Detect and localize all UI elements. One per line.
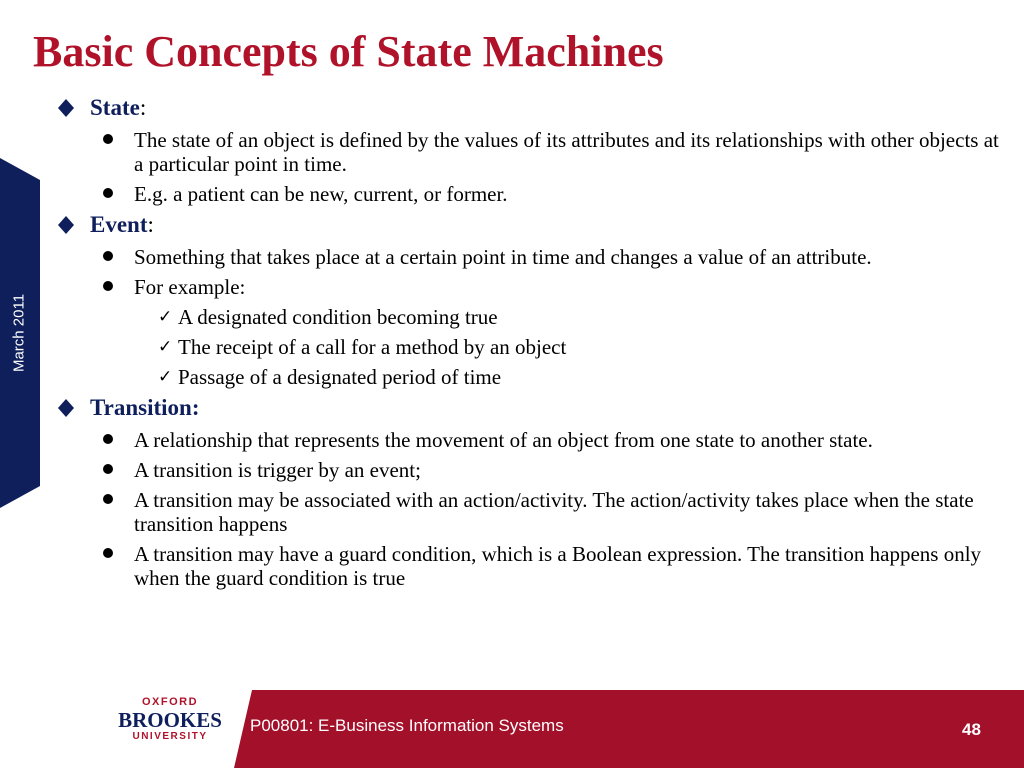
list-item bbox=[56, 275, 1006, 299]
checkmark-icon: ✓ bbox=[158, 337, 173, 357]
round-bullet-icon bbox=[103, 251, 113, 261]
side-date-label: March 2011 bbox=[10, 293, 28, 373]
round-bullet-icon bbox=[103, 494, 113, 504]
section-suffix: : bbox=[139, 95, 147, 120]
list-item bbox=[56, 542, 1006, 590]
list-item-text: A transition may be associated with an action/activity. The action/activity takes place when the state transition happens bbox=[134, 488, 974, 536]
page-number: 48 bbox=[962, 720, 981, 739]
list-item-text: E.g. a patient can be new, current, or former. bbox=[134, 182, 508, 206]
section-state bbox=[56, 94, 1006, 122]
list-item bbox=[56, 128, 1006, 176]
diamond-bullet-icon bbox=[57, 398, 75, 418]
checkmark-icon: ✓ bbox=[158, 307, 173, 327]
oxford-brookes-logo bbox=[114, 696, 226, 750]
logo-university: UNIVERSITY bbox=[132, 731, 208, 742]
list-item bbox=[56, 458, 1006, 482]
check-item-text: Passage of a designated period of time bbox=[178, 365, 502, 389]
list-item bbox=[56, 182, 1006, 206]
list-item-text: For example: bbox=[134, 275, 246, 299]
section-term: Event bbox=[90, 212, 148, 237]
round-bullet-icon bbox=[103, 464, 113, 474]
section-event bbox=[56, 211, 1006, 239]
list-item-text: The state of an object is defined by the values of its attributes and its relationships with other objects at a particular point in time. bbox=[134, 128, 999, 176]
list-item-text: A transition may have a guard condition, which is a Boolean expression. The transition happens only when the guard condition is true bbox=[134, 542, 982, 590]
course-title: P00801: E-Business Information Systems bbox=[250, 716, 564, 735]
check-item-text: The receipt of a call for a method by an object bbox=[178, 335, 567, 359]
section-suffix: : bbox=[147, 212, 154, 237]
slide-title: Basic Concepts of State Machines bbox=[33, 27, 664, 76]
round-bullet-icon bbox=[103, 548, 113, 558]
slide-content bbox=[56, 94, 1006, 590]
round-bullet-icon bbox=[103, 134, 113, 144]
logo-oxford: OXFORD bbox=[141, 696, 199, 708]
list-item bbox=[56, 488, 1006, 536]
logo-brookes: BROOKES bbox=[118, 708, 222, 732]
round-bullet-icon bbox=[103, 281, 113, 291]
list-item bbox=[56, 428, 1006, 452]
diamond-bullet-icon bbox=[57, 215, 75, 235]
check-item bbox=[56, 335, 1006, 359]
round-bullet-icon bbox=[103, 434, 113, 444]
section-term: State bbox=[90, 95, 140, 120]
check-item-text: A designated condition becoming true bbox=[178, 305, 498, 329]
round-bullet-icon bbox=[103, 188, 113, 198]
list-item-text: A transition is trigger by an event; bbox=[134, 458, 421, 482]
check-item bbox=[56, 305, 1006, 329]
list-item bbox=[56, 245, 1006, 269]
check-item bbox=[56, 365, 1006, 389]
diamond-bullet-icon bbox=[57, 98, 75, 118]
section-transition bbox=[56, 394, 1006, 422]
list-item-text: A relationship that represents the movement of an object from one state to another state. bbox=[134, 428, 873, 452]
list-item-text: Something that takes place at a certain point in time and changes a value of an attribute. bbox=[134, 245, 872, 269]
checkmark-icon: ✓ bbox=[158, 367, 173, 387]
section-term: Transition: bbox=[90, 395, 200, 420]
